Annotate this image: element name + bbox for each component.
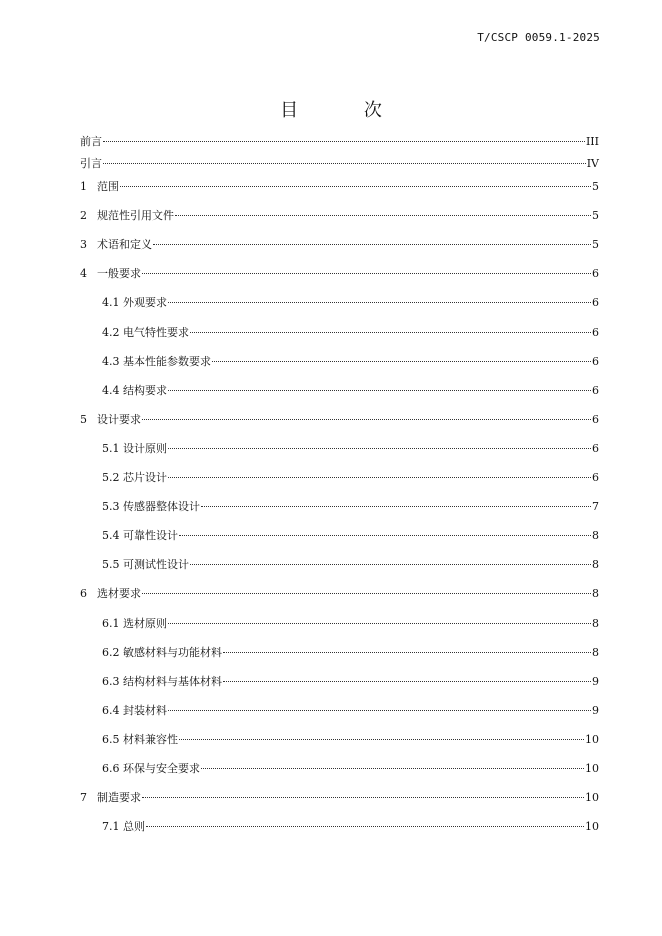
toc-dot-leader [168, 710, 591, 711]
toc-entry-page: 5 [592, 238, 599, 252]
toc-entry[interactable] [80, 529, 599, 543]
toc-entry-title: 引言 [80, 157, 102, 170]
toc-entry[interactable] [80, 762, 599, 776]
toc-title: 目 次 [280, 100, 412, 121]
toc-entry-title: 敏感材料与功能材料 [123, 645, 222, 659]
toc-entry-number: 1 [80, 180, 87, 193]
toc-entry-number: 5 [80, 412, 87, 426]
toc-entry-page: 10 [585, 762, 599, 775]
toc-entry-title: 范围 [97, 180, 119, 193]
toc-entry-title: 电气特性要求 [123, 325, 189, 339]
toc-entry-page: 6 [592, 471, 599, 484]
toc-entry-page: 6 [592, 412, 599, 426]
toc-entry-title: 封装材料 [123, 703, 167, 717]
toc-entry-title: 结构要求 [123, 383, 167, 397]
toc-entry-number: 7 [80, 791, 87, 805]
toc-entry-title: 环保与安全要求 [123, 762, 200, 775]
toc-dot-leader [142, 419, 591, 420]
toc-entry-title: 芯片设计 [123, 471, 167, 484]
toc-entry-number: 6.5 [102, 732, 120, 746]
toc-entry-page: 9 [592, 703, 599, 717]
toc-entry-title: 制造要求 [97, 791, 141, 805]
toc-entry-number: 5.2 [102, 471, 120, 484]
toc-entry-number: 6 [80, 587, 87, 601]
toc-dot-leader [223, 681, 591, 682]
toc-dot-leader [168, 390, 591, 391]
toc-entry-number: 4.1 [102, 296, 120, 310]
toc-dot-leader [212, 361, 591, 362]
toc-entry-page: 6 [592, 325, 599, 339]
toc-dot-leader [120, 186, 591, 187]
toc-dot-leader [190, 332, 591, 333]
toc-entry-title: 选材要求 [97, 587, 141, 601]
toc-entry[interactable] [80, 326, 599, 340]
toc-dot-leader [142, 797, 584, 798]
toc-dot-leader [153, 244, 591, 245]
toc-entry-title: 术语和定义 [97, 238, 152, 252]
toc-entry-page: 5 [592, 209, 599, 223]
toc-dot-leader [201, 506, 591, 507]
toc-entry-page: 6 [592, 383, 599, 397]
toc-entry-page: 6 [592, 441, 599, 455]
toc-entry-number: 5.3 [102, 500, 120, 514]
toc-entry-title: 外观要求 [123, 296, 167, 310]
toc-dot-leader [168, 448, 591, 449]
toc-entry[interactable] [80, 209, 599, 223]
toc-dot-leader [103, 141, 585, 142]
toc-entry-page: 8 [592, 558, 599, 572]
toc-dot-leader [168, 623, 591, 624]
toc-entry[interactable] [80, 413, 599, 427]
toc-entry-number: 6.6 [102, 762, 120, 775]
toc-dot-leader [142, 593, 591, 594]
toc-entry-title: 材料兼容性 [123, 732, 178, 746]
toc-entry-title: 前言 [80, 135, 102, 148]
toc-entry[interactable] [80, 558, 599, 572]
toc-entry[interactable] [80, 704, 599, 718]
toc-entry-number: 4.2 [102, 325, 120, 339]
toc-entry[interactable] [80, 471, 599, 485]
toc-entry-title: 一般要求 [97, 267, 141, 281]
toc-entry-title: 选材原则 [123, 616, 167, 630]
toc-entry[interactable] [80, 355, 599, 369]
toc-entry-page: 7 [592, 500, 599, 514]
toc-entry-page: 8 [592, 529, 599, 543]
toc-dot-leader [142, 273, 591, 274]
toc-dot-leader [175, 215, 591, 216]
toc-dot-leader [223, 652, 591, 653]
toc-entry-title: 结构材料与基体材料 [123, 674, 222, 688]
toc-entry-number: 3 [80, 238, 87, 252]
toc-entry-page: 5 [592, 180, 599, 193]
toc-entry-page: 10 [585, 820, 599, 834]
toc-entry-page: 8 [592, 616, 599, 630]
toc-entry[interactable] [80, 180, 599, 194]
toc-entry-title: 基本性能参数要求 [123, 354, 211, 368]
toc-entry[interactable] [80, 675, 599, 689]
toc-entry-number: 5.4 [102, 529, 120, 543]
toc-entry-number: 5.5 [102, 558, 120, 572]
toc-entry-title: 总则 [123, 820, 145, 834]
toc-dot-leader [103, 163, 586, 164]
toc-entry-number: 5.1 [102, 441, 120, 455]
toc-entry-title: 规范性引用文件 [97, 209, 174, 223]
toc-entry[interactable] [80, 442, 599, 456]
toc-entry-number: 7.1 [102, 820, 120, 834]
toc-entry[interactable] [80, 157, 599, 171]
toc-dot-leader [168, 302, 591, 303]
toc-entry-page: 6 [592, 354, 599, 368]
toc-dot-leader [179, 535, 591, 536]
toc-entry-number: 4.3 [102, 354, 120, 368]
toc-entry-title: 设计要求 [97, 412, 141, 426]
toc-entry[interactable] [80, 587, 599, 601]
toc-entry[interactable] [80, 238, 599, 252]
toc-entry[interactable] [80, 646, 599, 660]
toc-entry-title: 可靠性设计 [123, 529, 178, 543]
toc-entry-number: 4.4 [102, 383, 120, 397]
toc-entry-page: 10 [585, 791, 599, 805]
toc-entry-page: 10 [585, 732, 599, 746]
toc-entry-number: 2 [80, 209, 87, 223]
toc-dot-leader [146, 826, 584, 827]
toc-entry[interactable] [80, 500, 599, 514]
toc-entry-number: 6.3 [102, 674, 120, 688]
toc-entry-page: III [585, 135, 599, 148]
toc-entry-number: 6.1 [102, 616, 120, 630]
toc-entry[interactable] [80, 267, 599, 281]
toc-entry-title: 传感器整体设计 [123, 500, 200, 514]
toc-entry[interactable] [80, 820, 599, 834]
toc-dot-leader [201, 768, 584, 769]
toc-entry-page: IV [586, 157, 599, 170]
toc-entry-number: 4 [80, 267, 87, 281]
toc-entry-page: 8 [592, 645, 599, 659]
toc-entry-page: 6 [592, 267, 599, 281]
toc-entry-number: 6.4 [102, 703, 120, 717]
toc-entry[interactable] [80, 733, 599, 747]
toc-entry[interactable] [80, 617, 599, 631]
toc-dot-leader [179, 739, 584, 740]
toc-entry-page: 9 [592, 674, 599, 688]
toc-entry[interactable] [80, 384, 599, 398]
toc-entry-page: 6 [592, 296, 599, 310]
toc-entry[interactable] [80, 135, 599, 149]
toc-entry-page: 8 [592, 587, 599, 601]
toc-entry-title: 可测试性设计 [123, 558, 189, 572]
toc-dot-leader [190, 564, 591, 565]
document-code: T/CSCP 0059.1-2025 [477, 31, 600, 44]
toc-entry[interactable] [80, 791, 599, 805]
toc-entry-title: 设计原则 [123, 441, 167, 455]
toc-dot-leader [168, 477, 591, 478]
toc-entry-number: 6.2 [102, 645, 120, 659]
toc-entry[interactable] [80, 296, 599, 310]
